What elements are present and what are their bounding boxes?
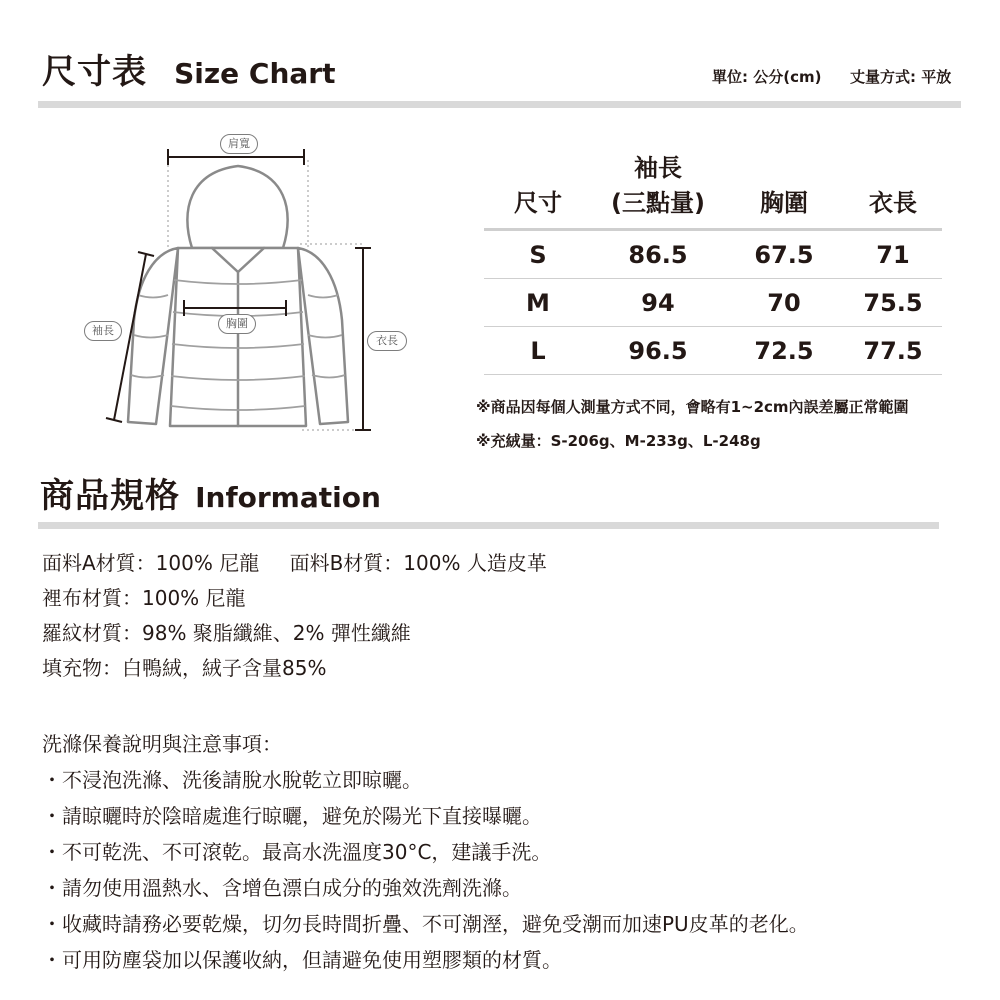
measure-method-text: 丈量方式: 平放 bbox=[850, 68, 952, 86]
header-sleeve-line1: 袖長 bbox=[634, 154, 682, 182]
care-item: ・請晾曬時於陰暗處進行晾曬，避免於陽光下直接曝曬。 bbox=[42, 804, 542, 828]
size-chart-header bbox=[42, 44, 335, 93]
jacket-diagram bbox=[80, 130, 420, 440]
size-cell: L bbox=[484, 327, 592, 375]
header-length: 衣長 bbox=[844, 130, 942, 230]
size-chart-divider bbox=[38, 101, 961, 108]
header-chest: 胸圍 bbox=[724, 130, 844, 230]
lining-material: 裡布材質：100% 尼龍 bbox=[42, 586, 246, 610]
chest-cell: 72.5 bbox=[724, 327, 844, 375]
jacket-illustration-icon bbox=[80, 130, 420, 440]
length-cell: 77.5 bbox=[844, 327, 942, 375]
size-table bbox=[484, 130, 942, 375]
table-row bbox=[484, 230, 942, 279]
length-label: 衣長 bbox=[367, 331, 407, 351]
size-cell: M bbox=[484, 279, 592, 327]
sleeve-cell: 96.5 bbox=[592, 327, 724, 375]
materials-block bbox=[42, 546, 962, 686]
care-item: ・不浸泡洗滌、洗後請脫水脫乾立即晾曬。 bbox=[42, 768, 422, 792]
header-sleeve bbox=[592, 130, 724, 230]
size-chart-title: 尺寸表 bbox=[42, 52, 147, 92]
care-heading: 洗滌保養說明與注意事項： bbox=[42, 732, 282, 756]
material-a: 面料A材質：100% 尼龍 bbox=[42, 551, 260, 575]
info-divider bbox=[38, 522, 939, 529]
header-sleeve-line2: (三點量) bbox=[611, 189, 705, 217]
length-cell: 71 bbox=[844, 230, 942, 279]
table-row bbox=[484, 327, 942, 375]
material-row-1 bbox=[42, 546, 962, 581]
table-row bbox=[484, 279, 942, 327]
care-block bbox=[42, 726, 972, 978]
info-subtitle: Information bbox=[195, 481, 381, 514]
care-item: ・不可乾洗、不可滾乾。最高水洗溫度30°C，建議手洗。 bbox=[42, 840, 552, 864]
filling-material: 填充物：白鴨絨，絨子含量85% bbox=[42, 656, 327, 680]
care-item: ・收藏時請務必要乾燥，切勿長時間折疊、不可潮溼，避免受潮而加速PU皮革的老化。 bbox=[42, 912, 809, 936]
size-cell: S bbox=[484, 230, 592, 279]
size-chart-subtitle: Size Chart bbox=[174, 57, 336, 90]
info-header bbox=[40, 468, 381, 517]
care-item: ・可用防塵袋加以保護收納，但請避免使用塑膠類的材質。 bbox=[42, 948, 562, 972]
rib-material: 羅紋材質：98% 聚脂纖維、2% 彈性纖維 bbox=[42, 621, 411, 645]
material-b: 面料B材質：100% 人造皮革 bbox=[289, 551, 547, 575]
care-item: ・請勿使用溫熱水、含增色漂白成分的強效洗劑洗滌。 bbox=[42, 876, 522, 900]
size-table-header bbox=[484, 130, 942, 230]
filling-weight-note: ※充絨量：S-206g、M-233g、L-248g bbox=[476, 432, 761, 450]
shoulder-label: 肩寬 bbox=[220, 134, 258, 154]
measurement-note: ※商品因每個人測量方式不同，會略有1~2cm內誤差屬正常範圍 bbox=[476, 398, 909, 416]
chest-cell: 67.5 bbox=[724, 230, 844, 279]
info-title: 商品規格 bbox=[40, 476, 180, 516]
sleeve-cell: 86.5 bbox=[592, 230, 724, 279]
sleeve-cell: 94 bbox=[592, 279, 724, 327]
chest-cell: 70 bbox=[724, 279, 844, 327]
length-cell: 75.5 bbox=[844, 279, 942, 327]
sleeve-label: 袖長 bbox=[84, 321, 122, 341]
chest-label: 胸圍 bbox=[218, 314, 256, 334]
header-size: 尺寸 bbox=[484, 130, 592, 230]
unit-text: 單位: 公分(cm) bbox=[712, 68, 822, 86]
